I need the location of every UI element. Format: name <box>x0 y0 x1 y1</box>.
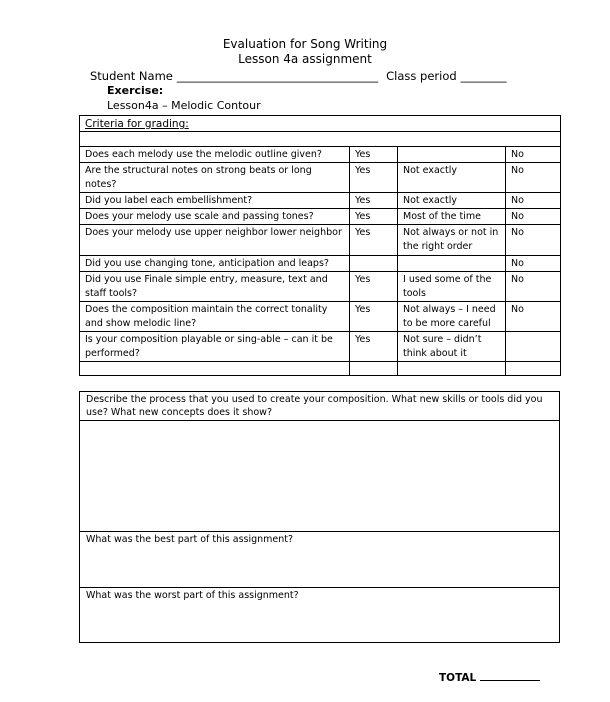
criteria-yes[interactable]: Yes <box>350 225 398 256</box>
criteria-no[interactable]: No <box>506 147 561 163</box>
document-subtitle: Lesson 4a assignment <box>238 52 372 66</box>
criteria-question: Are the structural notes on strong beats or long notes? <box>80 163 350 193</box>
reflection-answer-row <box>80 421 560 532</box>
criteria-question: Does your melody use upper neighbor lower neighbor <box>80 225 350 256</box>
criteria-row <box>80 147 561 163</box>
criteria-no[interactable]: No <box>506 163 561 193</box>
reflection-question-row <box>80 392 560 421</box>
criteria-comment[interactable]: Not exactly <box>398 193 506 209</box>
criteria-yes[interactable]: Yes <box>350 209 398 225</box>
student-name-label: Student Name <box>90 69 173 83</box>
criteria-question: Does each melody use the melodic outline given? <box>80 147 350 163</box>
class-period-label: Class period <box>386 69 457 83</box>
criteria-no[interactable]: No <box>506 225 561 256</box>
criteria-comment[interactable]: Not exactly <box>398 163 506 193</box>
criteria-header: Criteria for grading: <box>80 116 561 132</box>
reflection-best-row <box>80 532 560 588</box>
criteria-blank-row <box>80 362 561 376</box>
criteria-comment[interactable]: Not always – I need to be more careful <box>398 302 506 332</box>
student-info-line <box>90 69 507 83</box>
criteria-yes[interactable]: Yes <box>350 147 398 163</box>
criteria-yes[interactable]: Yes <box>350 332 398 362</box>
blank-cell[interactable] <box>350 362 398 376</box>
worst-part-question[interactable]: What was the worst part of this assignment? <box>80 588 560 643</box>
criteria-row <box>80 332 561 362</box>
spacer-cell <box>80 132 561 147</box>
criteria-row <box>80 256 561 272</box>
criteria-yes[interactable]: Yes <box>350 272 398 302</box>
criteria-question: Is your composition playable or sing-able – can it be performed? <box>80 332 350 362</box>
criteria-no[interactable]: No <box>506 272 561 302</box>
criteria-no[interactable]: No <box>506 209 561 225</box>
criteria-comment[interactable]: Not sure – didn’t think about it <box>398 332 506 362</box>
exercise-name: Lesson4a – Melodic Contour <box>107 99 261 112</box>
criteria-row <box>80 193 561 209</box>
criteria-row <box>80 272 561 302</box>
process-answer-area[interactable] <box>80 421 560 532</box>
total-blank[interactable] <box>480 671 540 681</box>
criteria-row <box>80 225 561 256</box>
criteria-comment[interactable] <box>398 256 506 272</box>
criteria-yes[interactable] <box>350 256 398 272</box>
blank-cell[interactable] <box>506 362 561 376</box>
criteria-comment[interactable]: Not always or not in the right order <box>398 225 506 256</box>
student-name-blank[interactable]: ___________________________________ <box>176 69 379 83</box>
criteria-comment[interactable]: I used some of the tools <box>398 272 506 302</box>
criteria-no[interactable] <box>506 332 561 362</box>
document-title: Evaluation for Song Writing <box>222 37 388 51</box>
class-period-blank[interactable]: ________ <box>460 69 507 83</box>
total-score <box>439 671 540 684</box>
criteria-comment[interactable]: Most of the time <box>398 209 506 225</box>
blank-cell[interactable] <box>80 362 350 376</box>
criteria-row <box>80 209 561 225</box>
criteria-header-row <box>80 116 561 132</box>
criteria-spacer-row <box>80 132 561 147</box>
criteria-comment[interactable] <box>398 147 506 163</box>
criteria-question: Did you use Finale simple entry, measure, text and staff tools? <box>80 272 350 302</box>
criteria-question: Does the composition maintain the correct tonality and show melodic line? <box>80 302 350 332</box>
criteria-question: Did you label each embellishment? <box>80 193 350 209</box>
criteria-yes[interactable]: Yes <box>350 302 398 332</box>
criteria-row <box>80 302 561 332</box>
criteria-question: Does your melody use scale and passing tones? <box>80 209 350 225</box>
criteria-no[interactable]: No <box>506 256 561 272</box>
reflection-table <box>79 391 560 643</box>
criteria-table <box>79 115 561 376</box>
criteria-yes[interactable]: Yes <box>350 163 398 193</box>
best-part-question[interactable]: What was the best part of this assignment? <box>80 532 560 588</box>
criteria-no[interactable]: No <box>506 302 561 332</box>
criteria-no[interactable]: No <box>506 193 561 209</box>
exercise-label: Exercise: <box>107 84 164 97</box>
criteria-row <box>80 163 561 193</box>
reflection-worst-row <box>80 588 560 643</box>
blank-cell[interactable] <box>398 362 506 376</box>
criteria-yes[interactable]: Yes <box>350 193 398 209</box>
reflection-process-question: Describe the process that you used to create your composition. What new skills or tools did you use? What new concepts does it show? <box>80 392 560 421</box>
criteria-question: Did you use changing tone, anticipation and leaps? <box>80 256 350 272</box>
total-label: TOTAL <box>439 672 477 684</box>
